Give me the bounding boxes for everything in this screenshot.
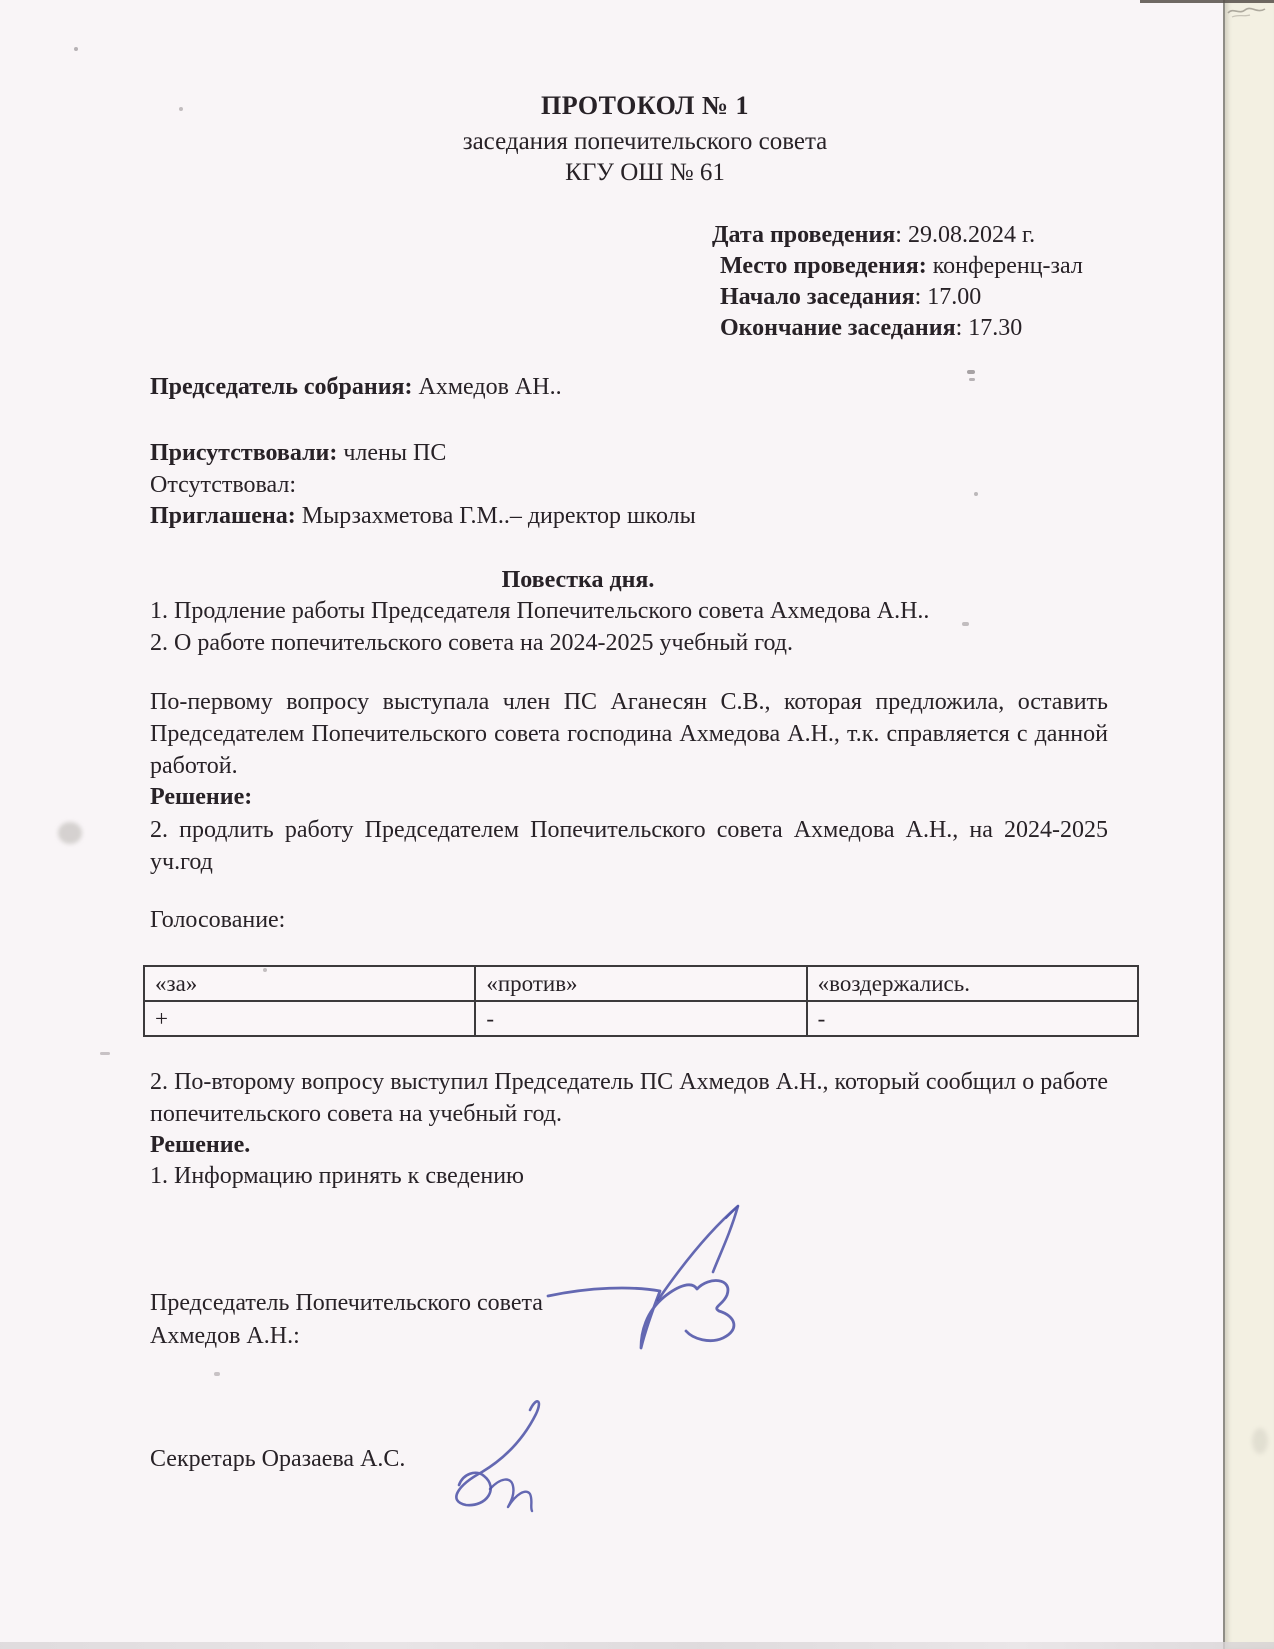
scan-speck xyxy=(179,107,183,111)
agenda-heading-wrap xyxy=(0,565,1156,596)
meta-place xyxy=(720,251,1083,282)
meta-date-value: : 29.08.2024 г. xyxy=(895,222,1036,248)
question1-paragraph: По-первому вопросу выступала член ПС Аганесян С.В., которая предложила, оставить Председателем Попечительского совета господина Ахмедова А.Н., т.к. справляется с данной работой. xyxy=(150,689,1108,779)
page-subtitle-1 xyxy=(70,126,1220,157)
chairman-signature-caption-1: Председатель Попечительского совета xyxy=(150,1290,543,1316)
scan-mark xyxy=(100,1052,110,1055)
question1-decision-text: 2. продлить работу Председателем Попечительского совета Ахмедова А.Н., на 2024-2025 уч.год xyxy=(150,817,1108,875)
question2-paragraph: 2. По-второму вопросу выступил Председатель ПС Ахмедов А.Н., который сообщил о работе попечительского совета на учебный год. xyxy=(150,1069,1108,1127)
meta-date xyxy=(712,220,1083,251)
meta-place-value: конференц-зал xyxy=(926,253,1083,279)
meta-end-label: Окончание заседания xyxy=(720,315,956,341)
voting-label: Голосование: xyxy=(150,907,286,933)
present-line xyxy=(150,438,446,469)
agenda-item-1: 1. Продление работы Председателя Попечительского совета Ахмедова А.Н.. xyxy=(150,598,930,624)
voting-header-against: «против» xyxy=(475,966,806,1001)
question1-decision-heading: Решение: xyxy=(150,784,253,810)
meta-end-value: : 17.30 xyxy=(955,315,1023,341)
page-subtitle-2 xyxy=(70,157,1220,188)
scan-mark xyxy=(214,1372,220,1376)
voting-table xyxy=(143,965,1139,1037)
scan-speck xyxy=(74,47,78,51)
voting-header-abstained: «воздержались. xyxy=(807,966,1138,1001)
present-value: члены ПС xyxy=(337,440,447,466)
secretary-signature-caption: Секретарь Оразаева А.С. xyxy=(150,1446,406,1472)
meeting-meta-block xyxy=(712,220,1083,344)
question2-decision-text: 1. Информацию принять к сведению xyxy=(150,1163,524,1189)
voting-value-against: - xyxy=(475,1001,806,1036)
meta-start xyxy=(720,282,1083,313)
protocol-subtitle-school: КГУ ОШ № 61 xyxy=(565,159,725,186)
chairman-label: Председатель собрания: xyxy=(150,374,413,400)
corner-pen-marks xyxy=(1226,4,1268,20)
chairman-value: Ахмедов АН.. xyxy=(412,374,562,400)
absent-line: Отсутствовал: xyxy=(150,472,297,498)
agenda-item-2: 2. О работе попечительского совета на 2024-2025 учебный год. xyxy=(150,630,794,656)
meta-start-label: Начало заседания xyxy=(720,284,915,310)
scan-speck xyxy=(263,968,267,972)
meta-start-value: : 17.00 xyxy=(914,284,982,310)
protocol-subtitle-meeting: заседания попечительского совета xyxy=(462,128,828,155)
invited-label: Приглашена: xyxy=(150,503,296,529)
scan-mark xyxy=(962,622,969,626)
voting-table-values-row xyxy=(144,1001,1138,1036)
voting-value-abstained: - xyxy=(807,1001,1138,1036)
scan-speck xyxy=(974,492,978,496)
present-label: Присутствовали: xyxy=(150,440,338,466)
scan-smudge xyxy=(1252,1428,1268,1454)
scan-top-edge-line xyxy=(1140,0,1274,3)
scan-smudge xyxy=(58,822,82,844)
meta-end xyxy=(720,313,1083,344)
meta-place-label: Место проведения: xyxy=(720,253,927,279)
voting-table-header-row xyxy=(144,966,1138,1001)
chairman-line xyxy=(150,372,562,403)
scan-bottom-edge xyxy=(0,1642,1274,1649)
scan-mark xyxy=(969,378,975,381)
invited-value: Мырзахметова Г.М..– директор школы xyxy=(295,503,696,529)
page-title xyxy=(70,90,1220,121)
secretary-signature xyxy=(438,1392,568,1514)
chairman-signature xyxy=(540,1196,785,1366)
scanner-edge-strip xyxy=(1223,0,1274,1649)
voting-value-for: + xyxy=(144,1001,475,1036)
meta-date-label: Дата проведения xyxy=(712,222,896,248)
agenda-heading: Повестка дня. xyxy=(501,567,655,593)
question2-decision-heading: Решение. xyxy=(150,1132,251,1158)
protocol-title: ПРОТОКОЛ № 1 xyxy=(540,91,750,120)
invited-line xyxy=(150,501,696,532)
voting-header-for: «за» xyxy=(144,966,475,1001)
chairman-signature-caption-2: Ахмедов А.Н.: xyxy=(150,1323,300,1349)
scan-mark xyxy=(967,370,975,374)
